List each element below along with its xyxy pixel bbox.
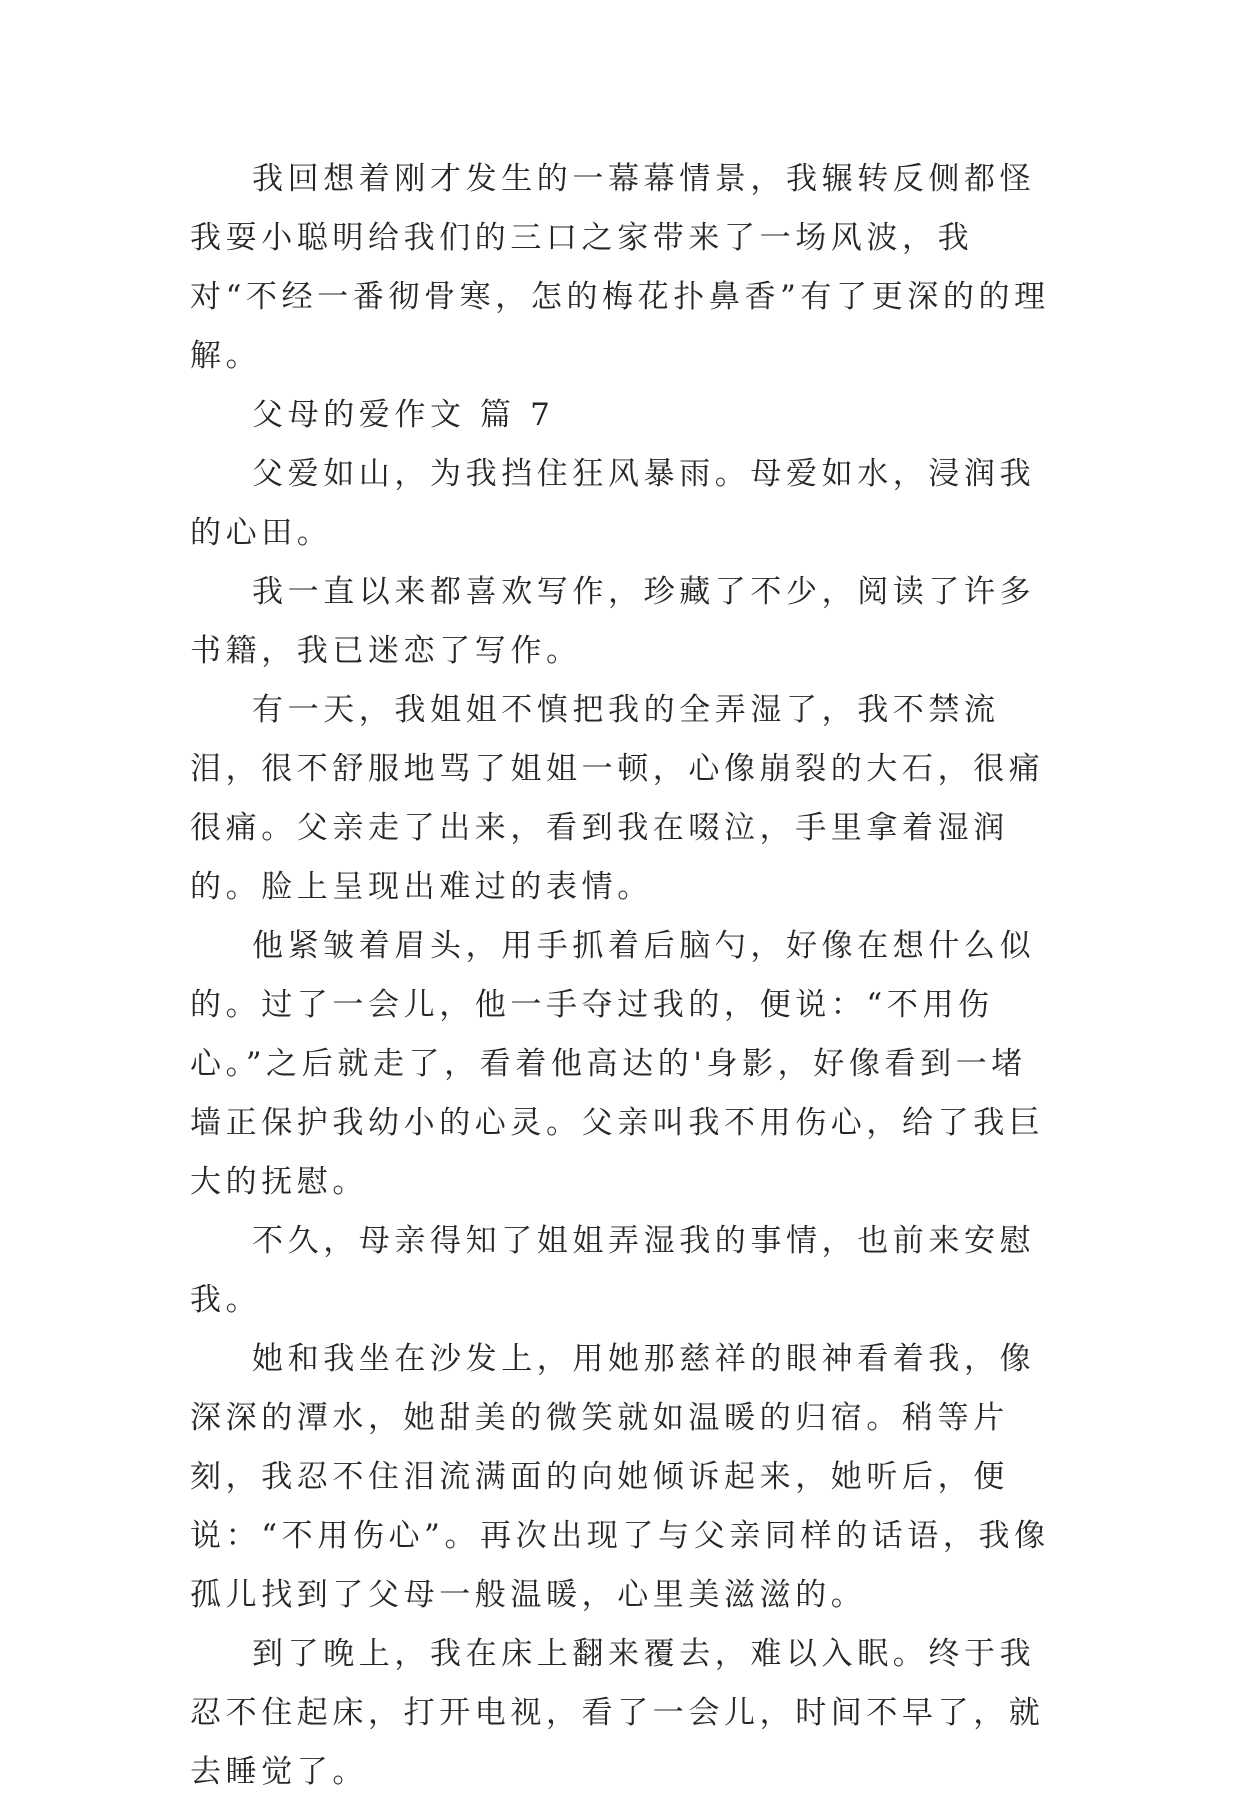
- paragraph-7: 她和我坐在沙发上，用她那慈祥的眼神看着我，像深深的潭水，她甜美的微笑就如温暖的归宿。稍等片刻，我忍不住泪流满面的向她倾诉起来，她听后，便说：“不用伤心”。再次出现了与父亲同样的话语，我像孤儿找到了父母一般温暖，心里美滋滋的。: [190, 1341, 1050, 1613]
- paragraph-3: 我一直以来都喜欢写作，珍藏了不少，阅读了许多书籍，我已迷恋了写作。: [190, 574, 1036, 669]
- paragraph-5: 他紧皱着眉头，用手抓着后脑勺，好像在想什么似的。过了一会儿，他一手夺过我的，便说：“不用伤心。”之后就走了，看着他高达的'身影，好像看到一堵墙正保护我幼小的心灵。父亲叫我不用伤心，给了我巨大的抚慰。: [190, 928, 1045, 1200]
- paragraph-6: 不久，母亲得知了姐姐弄湿我的事情，也前来安慰我。: [190, 1223, 1036, 1318]
- paragraph-8: 到了晚上，我在床上翻来覆去，难以入眠。终于我忍不住起床，打开电视，看了一会儿，时间不早了，就去睡觉了。: [190, 1636, 1045, 1790]
- paragraph-4: 有一天，我姐姐不慎把我的全弄湿了，我不禁流泪，很不舒服地骂了姐姐一顿，心像崩裂的大石，很痛很痛。父亲走了出来，看到我在啜泣，手里拿着湿润的。脸上呈现出难过的表情。: [190, 692, 1045, 905]
- document-body: [190, 150, 1050, 1802]
- section-heading: 父母的爱作文 篇 7: [252, 397, 555, 433]
- paragraph-2: 父爱如山，为我挡住狂风暴雨。母爱如水，浸润我的心田。: [190, 456, 1036, 551]
- paragraph-1: 我回想着刚才发生的一幕幕情景，我辗转反侧都怪我耍小聪明给我们的三口之家带来了一场风波，我对“不经一番彻骨寒，怎的梅花扑鼻香”有了更深的的理解。: [190, 161, 1050, 374]
